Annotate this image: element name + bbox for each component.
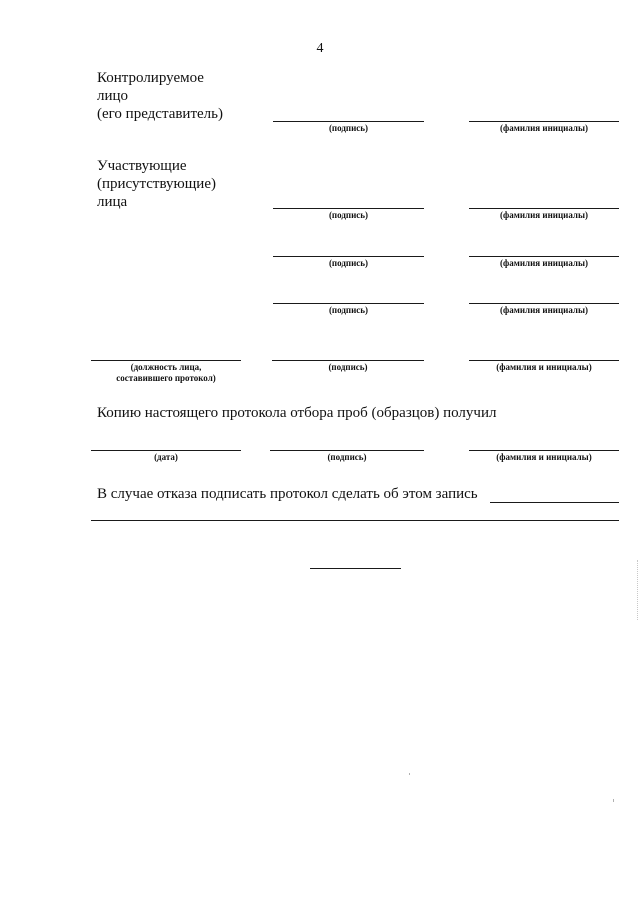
page-number: 4 bbox=[316, 41, 324, 56]
participant-name-line[interactable] bbox=[469, 256, 619, 257]
copy-name-line[interactable] bbox=[469, 450, 619, 451]
participants-label bbox=[97, 157, 216, 211]
compiler-signature-line[interactable] bbox=[272, 360, 424, 361]
refusal-text: В случае отказа подписать протокол сделать об этом запись bbox=[97, 486, 478, 502]
signature-caption: (подпись) bbox=[328, 362, 368, 372]
position-caption bbox=[91, 362, 241, 384]
name-caption: (фамилия и инициалы) bbox=[496, 452, 592, 462]
signature-caption: (подпись) bbox=[328, 123, 369, 133]
signature-caption: (подпись) bbox=[328, 258, 369, 268]
controlled-person-name-line[interactable] bbox=[469, 121, 619, 122]
scan-edge-mark bbox=[637, 560, 639, 620]
name-caption: (фамилия инициалы) bbox=[500, 210, 588, 220]
copy-received-text: Копию настоящего протокола отбора проб (образцов) получил bbox=[97, 405, 497, 421]
refusal-entry-full-line[interactable] bbox=[91, 520, 619, 521]
controlled-person-signature-line[interactable] bbox=[273, 121, 424, 122]
participant-signature-line[interactable] bbox=[273, 208, 424, 209]
date-caption: (дата) bbox=[154, 452, 178, 462]
copy-signature-line[interactable] bbox=[270, 450, 424, 451]
compiler-name-line[interactable] bbox=[469, 360, 619, 361]
refusal-entry-line[interactable] bbox=[490, 502, 619, 503]
position-caption-line: составившего протокол) bbox=[116, 373, 216, 383]
compiler-position-line[interactable] bbox=[91, 360, 241, 361]
participant-name-line[interactable] bbox=[469, 303, 619, 304]
controlled-person-label-line: (его представитель) bbox=[97, 106, 223, 122]
closing-separator bbox=[310, 568, 401, 569]
participants-label-line: (присутствующие) bbox=[97, 176, 216, 192]
participants-label-line: лица bbox=[97, 194, 128, 210]
controlled-person-label bbox=[97, 69, 223, 123]
signature-caption: (подпись) bbox=[328, 305, 369, 315]
controlled-person-label-line: лицо bbox=[97, 88, 129, 104]
name-caption: (фамилия инициалы) bbox=[500, 258, 588, 268]
scan-speck bbox=[409, 773, 410, 775]
scan-speck bbox=[613, 799, 614, 802]
position-caption-line: (должность лица, bbox=[130, 362, 202, 372]
participant-name-line[interactable] bbox=[469, 208, 619, 209]
participant-signature-line[interactable] bbox=[273, 303, 424, 304]
name-caption: (фамилия и инициалы) bbox=[496, 362, 592, 372]
controlled-person-label-line: Контролируемое bbox=[97, 70, 204, 86]
participants-label-line: Участвующие bbox=[97, 158, 187, 174]
name-caption: (фамилия инициалы) bbox=[500, 305, 588, 315]
participant-signature-line[interactable] bbox=[273, 256, 424, 257]
name-caption: (фамилия инициалы) bbox=[500, 123, 588, 133]
signature-caption: (подпись) bbox=[328, 210, 369, 220]
signature-caption: (подпись) bbox=[327, 452, 367, 462]
copy-date-line[interactable] bbox=[91, 450, 241, 451]
